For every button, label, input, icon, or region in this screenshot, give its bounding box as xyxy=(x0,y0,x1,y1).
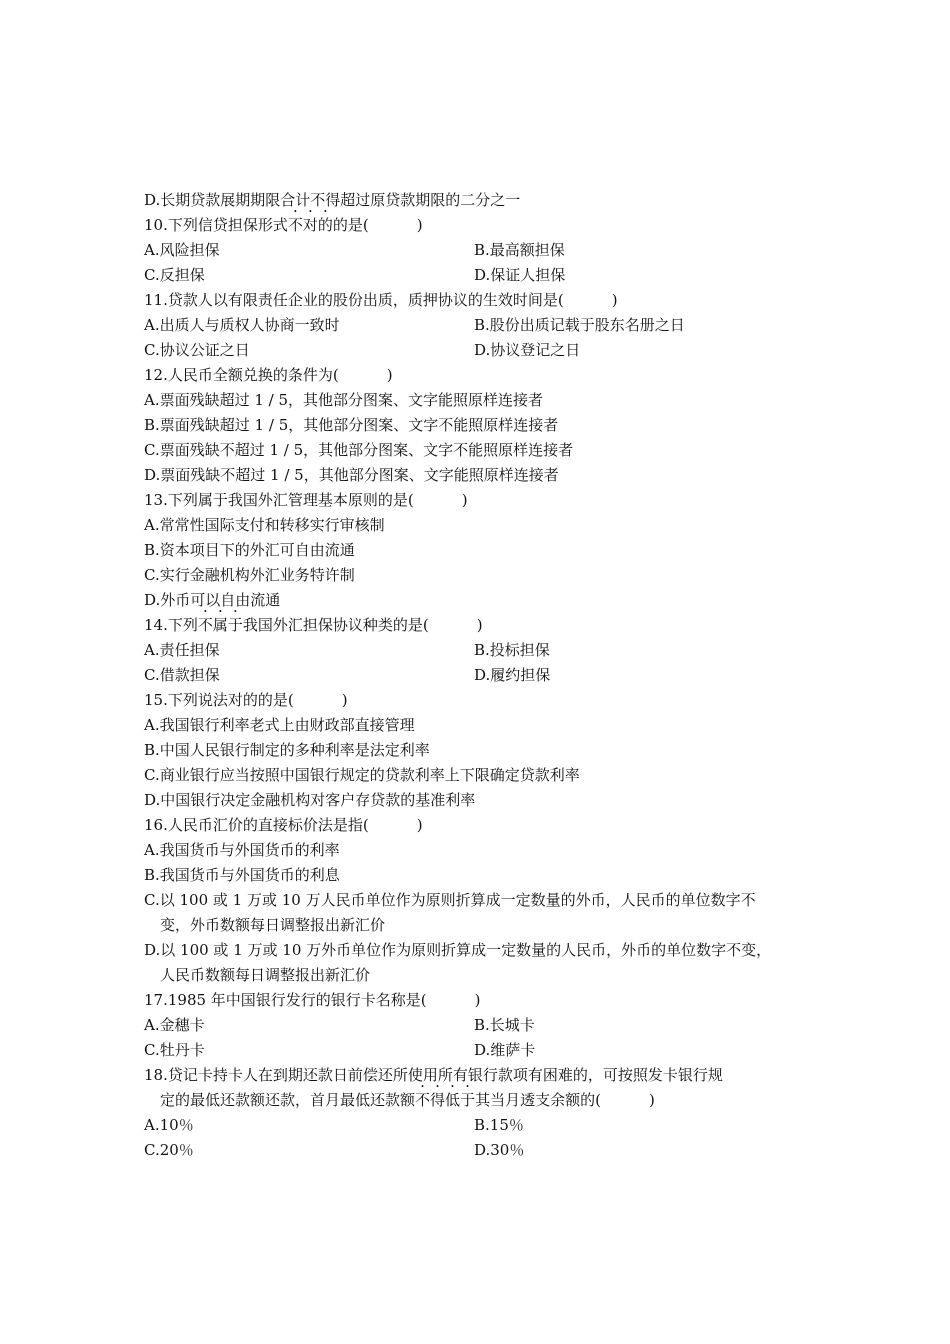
emphasis-text: 不对的 xyxy=(287,216,333,234)
text-line xyxy=(144,588,824,613)
option-right: B.股份出质记载于股东名册之日 xyxy=(474,316,685,334)
question-line xyxy=(144,213,824,238)
line-text: B.票面残缺超过 1 / 5，其他部分图案、文字不能照原样连接者 xyxy=(144,416,559,434)
question-line xyxy=(144,688,824,713)
line-text: A.常常性国际支付和转移实行审核制 xyxy=(144,516,385,534)
option-right: B.15％ xyxy=(474,1116,524,1134)
option-pair xyxy=(144,638,824,663)
option-left: A.出质人与质权人协商一致时 xyxy=(144,316,340,334)
text-line xyxy=(144,538,824,563)
text-line xyxy=(144,463,824,488)
option-pair xyxy=(144,1013,824,1038)
option-pair xyxy=(144,1113,824,1138)
line-text: B.我国货币与外国货币的利息 xyxy=(144,866,340,884)
question-text: 16.人民币汇价的直接标价法是指( xyxy=(144,816,369,834)
line-text: A.我国货币与外国货币的利率 xyxy=(144,841,340,859)
line-text: A.票面残缺超过 1 / 5，其他部分图案、文字能照原样连接者 xyxy=(144,391,544,409)
option-left: A.风险担保 xyxy=(144,241,220,259)
question-text: 13.下列属于我国外汇管理基本原则的是( xyxy=(144,491,414,509)
option-pair xyxy=(144,1138,824,1163)
close-paren: ) xyxy=(416,816,423,834)
text-line xyxy=(144,713,824,738)
text-line xyxy=(144,888,824,913)
question-text-end: 的是( xyxy=(332,216,369,234)
option-pair xyxy=(144,238,824,263)
line-text: 人民币数额每日调整报出新汇价 xyxy=(160,966,371,984)
question-text: 定的最低还款额还款，首月最低还款额 xyxy=(160,1091,416,1109)
option-pair xyxy=(144,313,824,338)
exam-page xyxy=(144,188,824,1163)
option-pair xyxy=(144,263,824,288)
option-left: A.金穗卡 xyxy=(144,1016,205,1034)
line-text: D.以 100 或 1 万或 10 万外币单位作为原则折算成一定数量的人民币，外币的单位数字不变， xyxy=(144,941,772,959)
text-line xyxy=(144,788,824,813)
continuation-line xyxy=(144,913,824,938)
question-text-end: 我国外汇担保协议种类的是( xyxy=(242,616,429,634)
text-line xyxy=(144,763,824,788)
option-right: D.30％ xyxy=(474,1141,525,1159)
close-paren: ) xyxy=(386,366,393,384)
close-paren: ) xyxy=(461,491,468,509)
question-line xyxy=(144,613,824,638)
question-line xyxy=(144,488,824,513)
text-line xyxy=(144,438,824,463)
option-left: C.牡丹卡 xyxy=(144,1041,205,1059)
question-line xyxy=(144,813,824,838)
line-text: C.实行金融机构外汇业务特许制 xyxy=(144,566,355,584)
line-text: D.外币可以自由流通 xyxy=(144,591,281,609)
question-text: 11.贷款人以有限责任企业的股份出质，质押协议的生效时间是( xyxy=(144,291,564,309)
question-line xyxy=(144,988,824,1013)
close-paren: ) xyxy=(474,991,481,1009)
text-line xyxy=(144,938,824,963)
line-text: D.中国银行决定金融机构对客户存贷款的基准利率 xyxy=(144,791,476,809)
text-line xyxy=(144,388,824,413)
text-line xyxy=(144,738,824,763)
close-paren: ) xyxy=(476,616,483,634)
question-text: 10.下列信贷担保形式 xyxy=(144,216,288,234)
line-text: C.商业银行应当按照中国银行规定的贷款利率上下限确定贷款利率 xyxy=(144,766,580,784)
option-pair xyxy=(144,663,824,688)
question-text: 14.下列 xyxy=(144,616,198,634)
option-right: B.投标担保 xyxy=(474,641,550,659)
option-pair xyxy=(144,338,824,363)
question-text: 17.1985 年中国银行发行的银行卡名称是( xyxy=(144,991,427,1009)
text-line xyxy=(144,513,824,538)
line-text: C.票面残缺不超过 1 / 5，其他部分图案、文字不能照原样连接者 xyxy=(144,441,574,459)
emphasis-text: 不得低于 xyxy=(415,1091,476,1109)
question-text-end: 其当月透支余额的( xyxy=(475,1091,601,1109)
option-left: C.借款担保 xyxy=(144,666,220,684)
question-line xyxy=(144,288,824,313)
line-text: D.票面残缺不超过 1 / 5，其他部分图案、文字能照原样连接者 xyxy=(144,466,559,484)
question-line xyxy=(144,363,824,388)
option-left: C.20％ xyxy=(144,1141,194,1159)
option-left: C.反担保 xyxy=(144,266,205,284)
line-text: B.中国人民银行制定的多种利率是法定利率 xyxy=(144,741,430,759)
continuation-line xyxy=(144,963,824,988)
question-line xyxy=(144,1088,824,1113)
option-right: D.协议登记之日 xyxy=(474,341,581,359)
line-text: 18.贷记卡持卡人在到期还款日前偿还所使用所有银行款项有困难的，可按照发卡银行规 xyxy=(144,1066,723,1084)
emphasis-text: 不属于 xyxy=(197,616,243,634)
line-text: A.我国银行利率老式上由财政部直接管理 xyxy=(144,716,415,734)
option-right: D.履约担保 xyxy=(474,666,551,684)
text-line xyxy=(144,863,824,888)
option-right: D.维萨卡 xyxy=(474,1041,536,1059)
text-line xyxy=(144,563,824,588)
text-line xyxy=(144,838,824,863)
text-line xyxy=(144,1063,824,1088)
option-left: C.协议公证之日 xyxy=(144,341,250,359)
line-text: C.以 100 或 1 万或 10 万人民币单位作为原则折算成一定数量的外币，人民币的单位数字不 xyxy=(144,891,756,909)
text-line xyxy=(144,188,824,213)
option-pair xyxy=(144,1038,824,1063)
line-text: 变，外币数额每日调整报出新汇价 xyxy=(160,916,386,934)
option-left: A.10％ xyxy=(144,1116,194,1134)
line-text: B.资本项目下的外汇可自由流通 xyxy=(144,541,355,559)
question-text: 15.下列说法对的的是( xyxy=(144,691,294,709)
option-right: B.长城卡 xyxy=(474,1016,535,1034)
close-paren: ) xyxy=(648,1091,655,1109)
close-paren: ) xyxy=(611,291,618,309)
line-text: D.长期贷款展期期限合计不得超过原贷款期限的二分之一 xyxy=(144,191,521,209)
question-text: 12.人民币全额兑换的条件为( xyxy=(144,366,339,384)
close-paren: ) xyxy=(416,216,423,234)
option-right: B.最高额担保 xyxy=(474,241,565,259)
option-left: A.责任担保 xyxy=(144,641,220,659)
close-paren: ) xyxy=(341,691,348,709)
text-line xyxy=(144,413,824,438)
option-right: D.保证人担保 xyxy=(474,266,566,284)
